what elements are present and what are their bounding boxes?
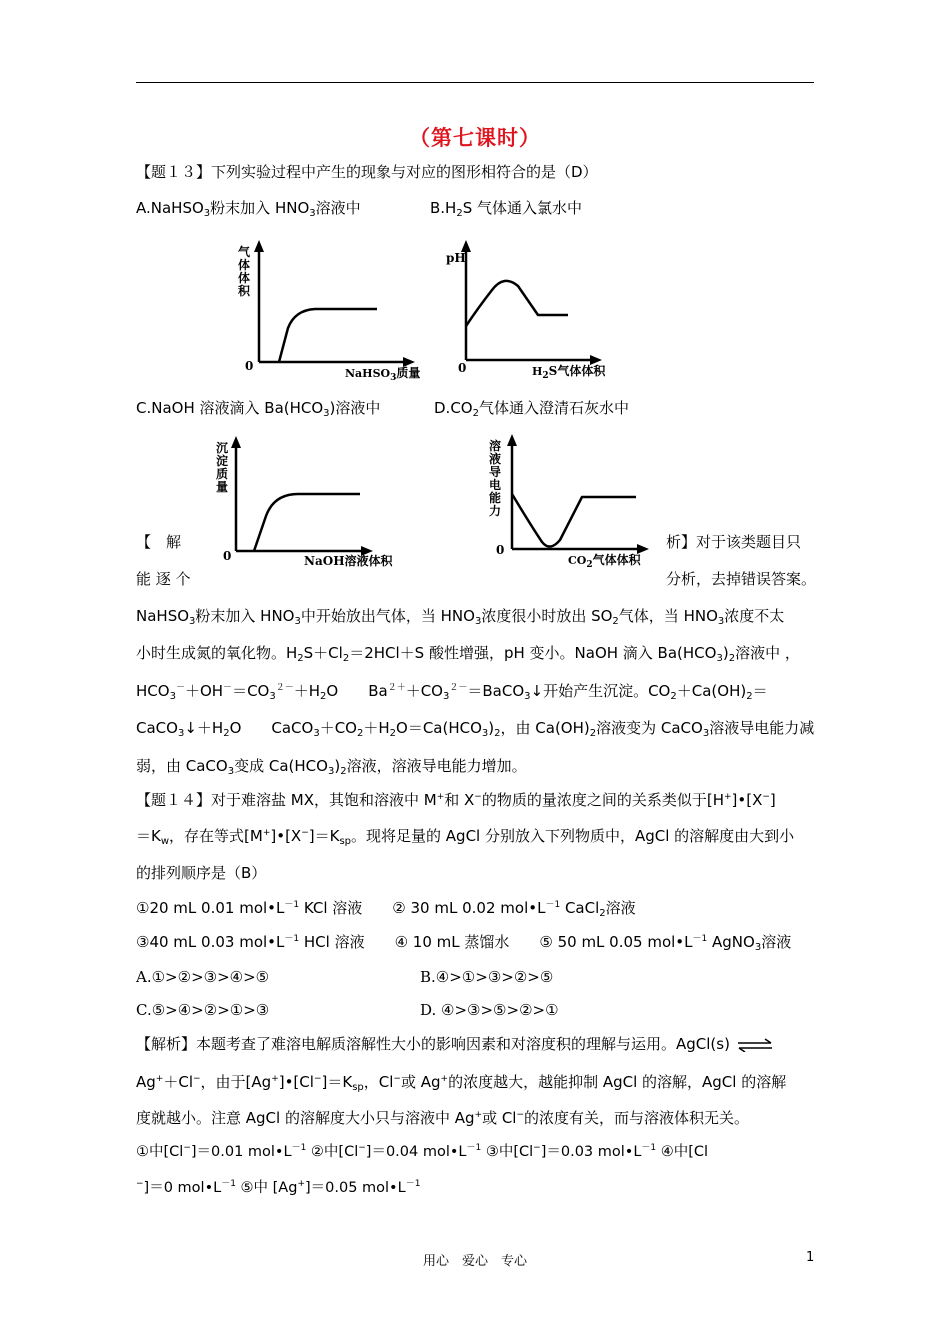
chart-c-y-arrow: [231, 436, 241, 448]
q13-option-d: $D.CO_2$气体通入澄清石灰水中: [434, 399, 629, 419]
q13-analysis-tag-right: 析】对于该类题目只: [666, 533, 802, 551]
q14-option-c: C.⑤>④>②>①>③: [136, 1001, 270, 1019]
page-number: 1: [806, 1250, 815, 1265]
q14-line2: $=K_w$，存在等式$[M^+]•[X^-]=K_{sp}$。现将足量的 AgCl 分别放入下列物质中，AgCl 的溶解度由大到小: [136, 827, 795, 847]
chart-c-origin: 0: [223, 549, 232, 563]
chart-a: [225, 240, 435, 385]
chart-d-origin: 0: [496, 543, 505, 557]
q13-analysis-line2-right: 分析，去掉错误答案。: [666, 570, 817, 588]
page-footer: 用心 爱心 专心: [422, 1254, 527, 1269]
q14-explanation-line1: 【解析】本题考查了难溶电解质溶解性大小的影响因素和对溶度积的理解与运用。AgCl(s): [136, 1034, 773, 1054]
q14-option-b: B.④>①>③>②>⑤: [420, 968, 554, 986]
chart-d-x-label: $CO_2$气体体积: [568, 553, 641, 570]
chart-c-curve: [254, 494, 360, 551]
chart-b-x-label: $H_2S$气体体积: [532, 364, 606, 381]
chart-c-y-label: 沉淀质量: [216, 441, 229, 494]
q14-items-3-5: ③40 mL 0.03 $mol•L^{-1}$ HCl 溶液 ④ 10 mL 蒸馏水 ⑤ 50 mL 0.05 $mol•L^{-1}$ AgNO$_3$溶液: [136, 933, 792, 953]
chart-a-origin: 0: [245, 359, 254, 373]
q13-analysis-line7: 弱，由 CaCO$_3$变成 $Ca(HCO_3)_2$溶液，溶液导电能力增加。: [136, 757, 527, 777]
q13-analysis-tag-left: 【 解: [136, 533, 182, 551]
q13-header: 【题１３】下列实验过程中产生的现象与对应的图形相符合的是（D）: [136, 163, 598, 181]
q13-analysis-line4: 小时生成氮的氧化物。$H_2S+Cl_2=2HCl+S$ 酸性增强，pH 变小。NaOH 滴入 $Ba(HCO_3)_2$溶液中 ，: [136, 644, 800, 664]
q13-option-a: A.NaHSO$_3$粉末加入 $HNO_3$溶液中: [136, 199, 361, 219]
q14-items-1-2: ①20 mL 0.01 $mol•L^{-1}$ KCl 溶液 ② 30 mL 0.02 $mol•L^{-1}$ CaCl$_2$溶液: [136, 899, 636, 919]
q13-analysis-line2-left: 能 逐 个: [136, 570, 191, 588]
q14-line1: 【题１４】对于难溶盐 MX，其饱和溶液中 M+和 X−的物质的量浓度之间的关系类似于[H+]•[X−]: [136, 791, 776, 809]
q14-explanation-line3: 度就越小。注意 AgCl 的溶解度大小只与溶液中 Ag+或 Cl−的浓度有关，而与溶液体积无关。: [136, 1109, 750, 1127]
chart-d-y-label: 溶液导电能力: [489, 439, 502, 518]
chart-d-y-arrow: [507, 434, 517, 446]
chart-a-y-label: 气体体积: [238, 245, 251, 298]
q14-option-a: A.①>②>③>④>⑤: [136, 968, 270, 986]
header-rule: [136, 82, 814, 83]
q13-analysis-line5: $HCO_3^-+OH^-=CO_3^{2-}+H_2O$ $Ba^{2+}+CO_3^{2-}=BaCO_3↓$开始产生沉淀。$CO_2+Ca(OH)_2=$: [136, 682, 768, 702]
q13-option-b: $B.H_2S$ 气体通入氯水中: [430, 199, 583, 219]
q14-line3: 的排列顺序是（B）: [136, 864, 267, 882]
chart-c: [208, 436, 408, 576]
chart-b-origin: 0: [458, 361, 467, 375]
chart-b-y-label: pH: [446, 251, 466, 265]
chart-d-curve: [512, 494, 636, 547]
q14-explanation-line2: Ag+＋Cl−，由于$[Ag^+]•[Cl^-]=K_{sp}$，Cl−或 Ag+的浓度越大，越能抑制 AgCl 的溶解，AgCl 的溶解: [136, 1073, 787, 1093]
page-title: （第七课时）: [409, 126, 541, 150]
chart-a-curve: [279, 309, 377, 362]
equilibrium-arrow-icon: [737, 1038, 773, 1052]
q14-option-d: D. ④>③>⑤>②>①: [420, 1001, 559, 1019]
chart-d: [484, 434, 664, 574]
q14-explanation-line5: −]＝0 $mol•L^{-1}$ ⑤中 [Ag+]＝0.05 $mol•L^{-1}$: [136, 1179, 421, 1196]
q13-analysis-line6: $CaCO_3↓+H_2O$ $CaCO_3+CO_2+H_2O=Ca(HCO_3)_2$，由 $Ca(OH)_2$溶液变为 CaCO$_3$溶液导电能力减: [136, 719, 815, 739]
chart-a-y-arrow: [254, 240, 264, 252]
chart-b: [440, 240, 625, 385]
chart-c-x-label: NaOH溶液体积: [304, 554, 393, 568]
q13-option-c: C.NaOH 溶液滴入 $Ba(HCO_3)$溶液中: [136, 399, 381, 419]
chart-a-x-label: NaHSO$_3$质量: [345, 366, 421, 383]
chart-b-curve: [466, 281, 568, 326]
q13-analysis-line3: NaHSO$_3$粉末加入 $HNO_3$中开始放出气体，当 $HNO_3$浓度很小时放出 $SO_2$气体，当 $HNO_3$浓度不太: [136, 607, 785, 627]
q14-explanation-line4: ①中[Cl−]＝0.01 $mol•L^{-1}$ ②中[Cl−]＝0.04 $mol•L^{-1}$ ③中[Cl−]＝0.03 $mol•L^{-1}$ ④中[Cl: [136, 1143, 709, 1160]
